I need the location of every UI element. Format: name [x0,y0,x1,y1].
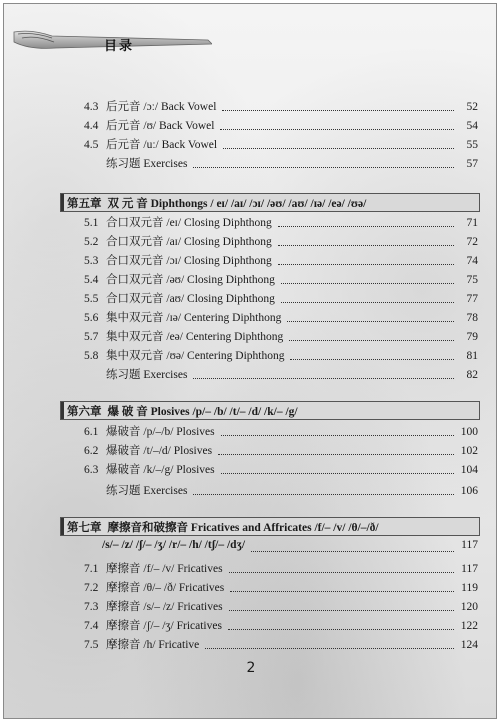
toc-entry[interactable]: 5.1 合口双元音 /eɪ/ Closing Diphthong 71 [84,217,478,229]
toc-entry-exercises[interactable]: 练习题 Exercises 57 [106,158,478,170]
chapter-heading-6[interactable]: 第六章 爆 破 音 Plosives /p/– /b/ /t/– /d/ /k/– /g/ [60,401,480,420]
toc-entry[interactable]: 5.7 集中双元音 /eə/ Centering Diphthong 79 [84,331,478,343]
toc-page [3,3,497,719]
toc-entry[interactable]: 7.2 摩擦音 /θ/– /ð/ Fricatives 119 [84,582,478,594]
toc-entry[interactable]: 7.4 摩擦音 /ʃ/– /ʒ/ Fricatives 122 [84,620,478,632]
toc-entry[interactable]: 5.5 合口双元音 /aʊ/ Closing Diphthong 77 [84,293,478,305]
chapter-heading-7[interactable]: 第七章 摩擦音和破擦音 Fricatives and Affricates /f/– /v/ /θ/–/ð/ [60,517,480,536]
toc-entry[interactable]: 5.3 合口双元音 /ɔɪ/ Closing Diphthong 74 [84,255,478,267]
toc-entry[interactable]: 7.5 摩擦音 /h/ Fricative 124 [84,639,478,651]
toc-entry[interactable]: 7.1 摩擦音 /f/– /v/ Fricatives 117 [84,563,478,575]
toc-entry[interactable]: 6.1 爆破音 /p/–/b/ Plosives 100 [84,426,478,438]
page-title: 目录 [104,39,135,54]
toc-entry[interactable]: 6.3 爆破音 /k/–/g/ Plosives 104 [84,464,478,476]
toc-entry-exercises[interactable]: 练习题 Exercises 106 [106,485,478,497]
toc-entry[interactable]: 4.5 后元音 /uː/ Back Vowel 55 [84,139,478,151]
toc-entry-exercises[interactable]: 练习题 Exercises 82 [106,369,478,381]
header-banner [12,28,212,54]
toc-entry[interactable]: 6.2 爆破音 /t/–/d/ Plosives 102 [84,445,478,457]
chapter-heading-5[interactable]: 第五章 双 元 音 Diphthongs / eɪ/ /aɪ/ /ɔɪ/ /əʊ/ /aʊ/ /ɪə/ /eə/ /ʊə/ [60,193,480,212]
page-number: 2 [246,660,256,676]
toc-entry[interactable]: 4.3 后元音 /ɔː/ Back Vowel 52 [84,101,478,113]
toc-entry[interactable]: 5.6 集中双元音 /ɪə/ Centering Diphthong 78 [84,312,478,324]
chapter-7-subtitle[interactable]: /s/– /z/ /ʃ/– /ʒ/ /r/– /h/ /tʃ/– /dʒ/ 117 [102,539,478,551]
toc-entry[interactable]: 5.2 合口双元音 /aɪ/ Closing Diphthong 72 [84,236,478,248]
toc-entry[interactable]: 4.4 后元音 /ʊ/ Back Vowel 54 [84,120,478,132]
toc-entry[interactable]: 7.3 摩擦音 /s/– /z/ Fricatives 120 [84,601,478,613]
toc-entry[interactable]: 5.8 集中双元音 /ʊə/ Centering Diphthong 81 [84,350,478,362]
toc-entry[interactable]: 5.4 合口双元音 /əʊ/ Closing Diphthong 75 [84,274,478,286]
